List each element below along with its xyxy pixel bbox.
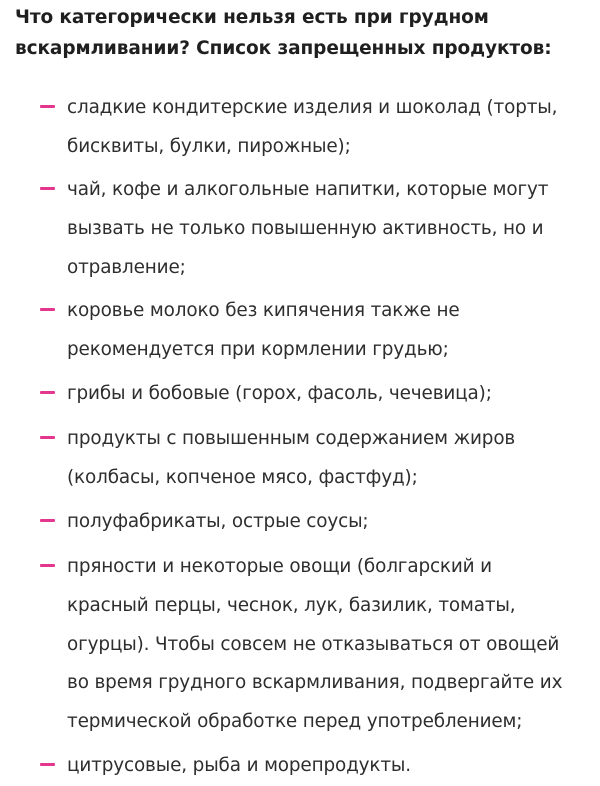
list-item-text: чай, кофе и алкогольные напитки, которые могут вызвать не только повышенную активность, но и отравление;	[67, 179, 549, 278]
dash-bullet-icon	[40, 436, 55, 439]
dash-bullet-icon	[40, 391, 55, 394]
dash-bullet-icon	[40, 763, 55, 766]
dash-bullet-icon	[40, 564, 55, 567]
list-item-text: грибы и бобовые (горох, фасоль, чечевица);	[67, 383, 492, 404]
dash-bullet-icon	[40, 187, 55, 190]
dash-bullet-icon	[40, 519, 55, 522]
list-item-text: полуфабрикаты, острые соусы;	[67, 511, 369, 532]
list-item-text: продукты с повышенным содержанием жиров (колбасы, копченое мясо, фастфуд);	[67, 428, 516, 488]
list-item-text: сладкие кондитерские изделия и шоколад (торты, бисквиты, булки, пирожные);	[67, 97, 558, 157]
dash-bullet-icon	[40, 105, 55, 108]
list-item-text: коровье молоко без кипячения также не рекомендуется при кормлении грудью;	[67, 300, 460, 360]
list-item-text: цитрусовые, рыба и морепродукты.	[67, 755, 411, 776]
list-item-text: пряности и некоторые овощи (болгарский и красный перцы, чеснок, лук, базилик, томаты, огурцы). Чтобы совсем не отказываться от овощей во время грудного вскармливания, подвергайте их термической обработке перед употреблением;	[67, 556, 563, 733]
dash-bullet-icon	[40, 308, 55, 311]
section-heading: Что категорически нельзя есть при грудном вскармливании? Список запрещенных продуктов:	[15, 7, 552, 59]
